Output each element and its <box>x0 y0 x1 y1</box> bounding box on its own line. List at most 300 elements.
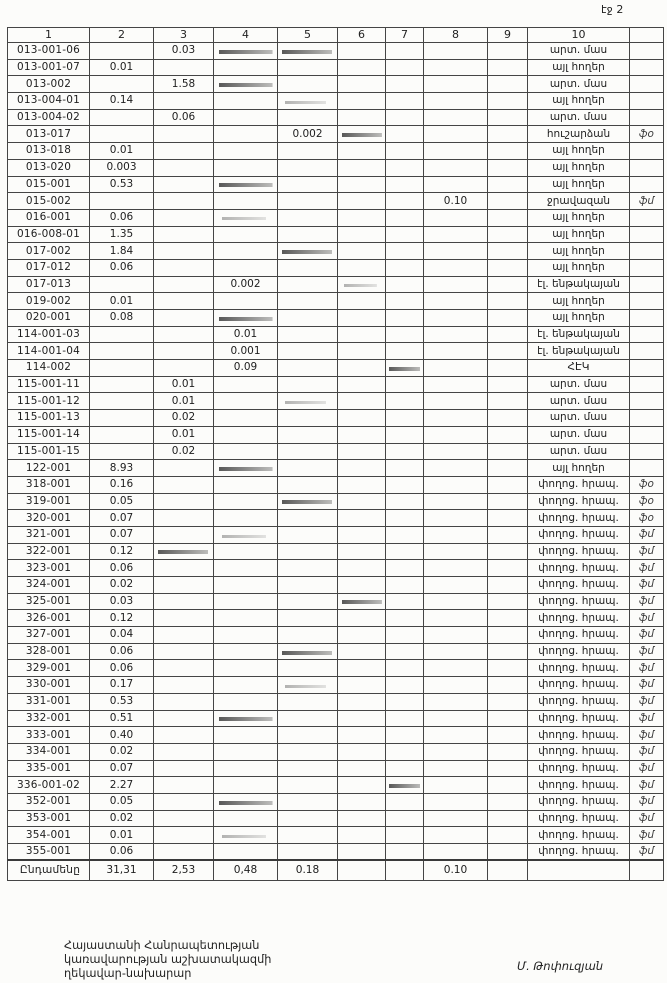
value-cell <box>338 193 386 210</box>
margin-space <box>630 28 664 43</box>
value-cell <box>424 226 488 243</box>
value-cell <box>278 610 338 627</box>
value-cell <box>488 143 528 160</box>
margin-annotation: ֆմ <box>630 710 664 727</box>
margin-annotation: ֆմ <box>630 593 664 610</box>
value-cell <box>214 460 278 477</box>
value-cell <box>338 276 386 293</box>
value-cell <box>278 209 338 226</box>
value-cell <box>338 777 386 794</box>
margin-annotation <box>630 176 664 193</box>
table-row <box>8 810 664 827</box>
value-cell <box>386 677 424 694</box>
value-cell <box>214 443 278 460</box>
parcel-code: 328-001 <box>8 643 90 660</box>
margin-annotation: ֆմ <box>630 577 664 594</box>
value-cell <box>278 827 338 844</box>
value-cell <box>214 543 278 560</box>
value-cell <box>424 259 488 276</box>
table-row <box>8 460 664 477</box>
table-row <box>8 76 664 93</box>
land-use-label: էլ. ենթակայան <box>528 326 630 343</box>
value-cell <box>424 710 488 727</box>
land-use-label: հուշարձան <box>528 126 630 143</box>
value-cell <box>386 226 424 243</box>
value-cell <box>278 43 338 60</box>
value-cell: 0.17 <box>90 677 154 694</box>
value-cell <box>424 426 488 443</box>
value-cell <box>278 743 338 760</box>
land-use-label: փողոց. հրապ. <box>528 610 630 627</box>
margin-annotation <box>630 76 664 93</box>
value-cell <box>338 660 386 677</box>
value-cell <box>386 293 424 310</box>
parcel-code: 115-001-12 <box>8 393 90 410</box>
table-row <box>8 393 664 410</box>
value-cell <box>154 727 214 744</box>
value-cell <box>154 627 214 644</box>
value-cell <box>154 760 214 777</box>
value-cell <box>90 126 154 143</box>
value-cell: 0.12 <box>90 543 154 560</box>
value-cell <box>338 393 386 410</box>
value-cell <box>278 543 338 560</box>
value-cell <box>424 560 488 577</box>
value-cell: 0.02 <box>90 810 154 827</box>
margin-annotation: ֆմ <box>630 810 664 827</box>
value-cell <box>214 810 278 827</box>
value-cell: 0.07 <box>90 510 154 527</box>
land-use-label: այլ հողեր <box>528 209 630 226</box>
value-cell <box>154 276 214 293</box>
value-cell <box>386 760 424 777</box>
table-row <box>8 43 664 60</box>
parcel-code: 321-001 <box>8 526 90 543</box>
value-cell <box>154 710 214 727</box>
value-cell: 1.58 <box>154 76 214 93</box>
parcel-code: 334-001 <box>8 743 90 760</box>
column-header: 8 <box>424 28 488 43</box>
parcel-code: 013-018 <box>8 143 90 160</box>
value-cell <box>338 310 386 327</box>
value-cell <box>278 159 338 176</box>
value-cell <box>154 543 214 560</box>
value-cell <box>386 710 424 727</box>
value-cell <box>488 93 528 110</box>
table-row <box>8 259 664 276</box>
value-cell <box>90 443 154 460</box>
table-row <box>8 93 664 110</box>
value-cell <box>488 43 528 60</box>
value-cell <box>278 293 338 310</box>
value-cell <box>214 310 278 327</box>
column-header: 7 <box>386 28 424 43</box>
value-cell <box>214 193 278 210</box>
value-cell <box>338 543 386 560</box>
value-cell <box>154 844 214 861</box>
value-cell <box>424 543 488 560</box>
value-cell <box>424 143 488 160</box>
value-cell: 0.06 <box>90 560 154 577</box>
land-use-label: այլ հողեր <box>528 143 630 160</box>
value-cell <box>278 76 338 93</box>
margin-annotation <box>630 360 664 377</box>
value-cell: 0.002 <box>278 126 338 143</box>
value-cell <box>424 476 488 493</box>
value-cell: 0.01 <box>154 426 214 443</box>
value-cell <box>386 276 424 293</box>
margin-annotation <box>630 860 664 880</box>
parcel-code: 115-001-11 <box>8 376 90 393</box>
table-row <box>8 510 664 527</box>
land-use-label: այլ հողեր <box>528 310 630 327</box>
value-cell <box>488 59 528 76</box>
value-cell: 0.07 <box>90 526 154 543</box>
value-cell <box>386 376 424 393</box>
table-row <box>8 59 664 76</box>
value-cell <box>488 476 528 493</box>
value-cell <box>90 76 154 93</box>
value-cell: 0.06 <box>90 844 154 861</box>
margin-annotation <box>630 243 664 260</box>
land-use-label: փողոց. հրապ. <box>528 627 630 644</box>
table-row <box>8 293 664 310</box>
table-row <box>8 243 664 260</box>
value-cell <box>424 59 488 76</box>
value-cell <box>278 276 338 293</box>
value-cell <box>424 827 488 844</box>
parcel-code: 324-001 <box>8 577 90 594</box>
value-cell <box>386 426 424 443</box>
value-cell <box>278 193 338 210</box>
land-use-label: փողոց. հրապ. <box>528 810 630 827</box>
value-cell <box>488 627 528 644</box>
parcel-code: 355-001 <box>8 844 90 861</box>
margin-annotation <box>630 326 664 343</box>
land-use-label: փողոց. հրապ. <box>528 727 630 744</box>
value-cell <box>338 727 386 744</box>
value-cell <box>424 743 488 760</box>
value-cell <box>338 810 386 827</box>
table-row <box>8 343 664 360</box>
value-cell <box>424 810 488 827</box>
value-cell: 2.27 <box>90 777 154 794</box>
value-cell <box>278 460 338 477</box>
value-cell <box>214 777 278 794</box>
value-cell <box>338 293 386 310</box>
table-row <box>8 226 664 243</box>
value-cell <box>214 727 278 744</box>
parcel-code: 354-001 <box>8 827 90 844</box>
value-cell <box>214 426 278 443</box>
margin-annotation: ֆմ <box>630 193 664 210</box>
value-cell <box>386 793 424 810</box>
value-cell <box>424 643 488 660</box>
value-cell <box>424 360 488 377</box>
margin-annotation <box>630 93 664 110</box>
value-cell <box>214 560 278 577</box>
value-cell: 0.04 <box>90 627 154 644</box>
total-value-cell <box>338 860 386 880</box>
margin-annotation: ֆմ <box>630 610 664 627</box>
margin-annotation: ֆմ <box>630 660 664 677</box>
value-cell <box>338 760 386 777</box>
value-cell: 8.93 <box>90 460 154 477</box>
page-number-label: էջ 2 <box>601 3 624 16</box>
parcel-code: 322-001 <box>8 543 90 560</box>
value-cell: 0.06 <box>90 643 154 660</box>
value-cell <box>424 159 488 176</box>
value-cell <box>386 209 424 226</box>
value-cell <box>424 276 488 293</box>
value-cell <box>154 476 214 493</box>
value-cell: 0.03 <box>154 43 214 60</box>
parcel-code: 013-002 <box>8 76 90 93</box>
margin-annotation: ֆմ <box>630 727 664 744</box>
value-cell <box>488 593 528 610</box>
value-cell <box>488 493 528 510</box>
column-header: 1 <box>8 28 90 43</box>
land-use-label: փողոց. հրապ. <box>528 844 630 861</box>
margin-annotation: ֆմ <box>630 793 664 810</box>
parcel-code: 114-002 <box>8 360 90 377</box>
value-cell <box>338 593 386 610</box>
value-cell <box>424 109 488 126</box>
value-cell <box>278 109 338 126</box>
table-row <box>8 777 664 794</box>
value-cell <box>278 510 338 527</box>
land-use-label: արտ. մաս <box>528 410 630 427</box>
margin-annotation: ֆմ <box>630 627 664 644</box>
value-cell: 0.02 <box>154 410 214 427</box>
value-cell <box>488 460 528 477</box>
value-cell <box>278 693 338 710</box>
parcel-code: 115-001-13 <box>8 410 90 427</box>
value-cell <box>488 360 528 377</box>
value-cell <box>386 743 424 760</box>
value-cell <box>338 793 386 810</box>
value-cell: 0.53 <box>90 693 154 710</box>
table-row <box>8 109 664 126</box>
land-use-label: փողոց. հրապ. <box>528 577 630 594</box>
value-cell <box>338 143 386 160</box>
parcel-code: 352-001 <box>8 793 90 810</box>
value-cell <box>386 610 424 627</box>
value-cell <box>424 526 488 543</box>
value-cell <box>424 493 488 510</box>
value-cell <box>488 743 528 760</box>
value-cell <box>424 660 488 677</box>
value-cell: 0.08 <box>90 310 154 327</box>
value-cell: 1.84 <box>90 243 154 260</box>
value-cell: 0.001 <box>214 343 278 360</box>
signatory-title-line: Հայաստանի Հանրապետության <box>64 939 260 952</box>
value-cell <box>278 727 338 744</box>
value-cell <box>154 593 214 610</box>
value-cell <box>386 543 424 560</box>
value-cell <box>488 760 528 777</box>
column-header: 9 <box>488 28 528 43</box>
table-row <box>8 844 664 861</box>
value-cell <box>386 326 424 343</box>
value-cell <box>338 410 386 427</box>
parcel-code: 329-001 <box>8 660 90 677</box>
table-row <box>8 159 664 176</box>
value-cell <box>214 643 278 660</box>
value-cell <box>386 243 424 260</box>
parcel-code: 013-004-02 <box>8 109 90 126</box>
value-cell <box>424 343 488 360</box>
value-cell: 0.06 <box>90 259 154 276</box>
land-use-label: փողոց. հրապ. <box>528 710 630 727</box>
land-use-label: արտ. մաս <box>528 443 630 460</box>
margin-annotation <box>630 276 664 293</box>
value-cell <box>278 677 338 694</box>
value-cell <box>214 476 278 493</box>
value-cell <box>214 627 278 644</box>
total-value-cell: 2,53 <box>154 860 214 880</box>
value-cell <box>488 343 528 360</box>
value-cell <box>488 526 528 543</box>
parcel-code: 015-002 <box>8 193 90 210</box>
value-cell: 0.01 <box>90 59 154 76</box>
value-cell <box>386 109 424 126</box>
table-row <box>8 193 664 210</box>
value-cell <box>90 343 154 360</box>
land-use-label: փողոց. հրապ. <box>528 660 630 677</box>
margin-annotation <box>630 393 664 410</box>
value-cell <box>214 143 278 160</box>
margin-annotation <box>630 59 664 76</box>
value-cell <box>154 660 214 677</box>
value-cell <box>278 343 338 360</box>
value-cell <box>154 259 214 276</box>
signatory-title-line: ղեկավար-նախարար <box>64 966 192 980</box>
column-header: 5 <box>278 28 338 43</box>
table-row <box>8 693 664 710</box>
value-cell: 0.06 <box>154 109 214 126</box>
value-cell <box>386 126 424 143</box>
total-value-cell: 0.10 <box>424 860 488 880</box>
land-use-label: փողոց. հրապ. <box>528 476 630 493</box>
value-cell <box>488 793 528 810</box>
parcel-code: 016-001 <box>8 209 90 226</box>
value-cell <box>278 410 338 427</box>
signatory-title-line: կառավարության աշխատակազմի <box>64 952 272 966</box>
parcel-code: 331-001 <box>8 693 90 710</box>
margin-annotation <box>630 109 664 126</box>
table-row <box>8 727 664 744</box>
column-header: 10 <box>528 28 630 43</box>
value-cell <box>424 844 488 861</box>
table-row <box>8 176 664 193</box>
value-cell <box>338 209 386 226</box>
value-cell <box>386 777 424 794</box>
value-cell <box>488 543 528 560</box>
value-cell <box>278 577 338 594</box>
value-cell <box>488 259 528 276</box>
value-cell <box>386 43 424 60</box>
value-cell <box>488 610 528 627</box>
parcel-code: 320-001 <box>8 510 90 527</box>
value-cell: 0.10 <box>424 193 488 210</box>
value-cell <box>488 677 528 694</box>
value-cell <box>154 510 214 527</box>
value-cell <box>424 393 488 410</box>
value-cell <box>338 243 386 260</box>
parcel-code: 326-001 <box>8 610 90 627</box>
value-cell <box>488 643 528 660</box>
land-use-label: փողոց. հրապ. <box>528 760 630 777</box>
value-cell <box>154 526 214 543</box>
column-header: 4 <box>214 28 278 43</box>
parcel-code: 019-002 <box>8 293 90 310</box>
land-parcel-table <box>7 27 664 881</box>
value-cell: 0.003 <box>90 159 154 176</box>
value-cell <box>278 643 338 660</box>
total-row <box>8 860 664 880</box>
value-cell <box>214 526 278 543</box>
value-cell: 0.12 <box>90 610 154 627</box>
table-row <box>8 577 664 594</box>
value-cell <box>214 660 278 677</box>
signatory-title <box>64 939 271 980</box>
value-cell <box>214 109 278 126</box>
value-cell <box>154 343 214 360</box>
value-cell <box>278 243 338 260</box>
value-cell <box>488 76 528 93</box>
value-cell <box>488 710 528 727</box>
value-cell <box>338 159 386 176</box>
value-cell <box>386 643 424 660</box>
value-cell <box>386 844 424 861</box>
value-cell <box>424 777 488 794</box>
parcel-code: 016-008-01 <box>8 226 90 243</box>
value-cell: 0.40 <box>90 727 154 744</box>
parcel-code: 122-001 <box>8 460 90 477</box>
value-cell <box>278 793 338 810</box>
margin-annotation <box>630 426 664 443</box>
margin-annotation: ֆմ <box>630 777 664 794</box>
value-cell: 0.01 <box>154 393 214 410</box>
value-cell <box>214 93 278 110</box>
value-cell <box>424 610 488 627</box>
value-cell <box>154 610 214 627</box>
value-cell <box>214 493 278 510</box>
value-cell <box>386 476 424 493</box>
table-row <box>8 827 664 844</box>
land-use-label: այլ հողեր <box>528 93 630 110</box>
value-cell <box>338 343 386 360</box>
margin-annotation: ֆօ <box>630 476 664 493</box>
value-cell <box>214 677 278 694</box>
land-use-label: փողոց. հրապ. <box>528 560 630 577</box>
value-cell <box>154 810 214 827</box>
parcel-code: 114-001-03 <box>8 326 90 343</box>
value-cell <box>214 76 278 93</box>
parcel-code: 013-001-06 <box>8 43 90 60</box>
table-row <box>8 476 664 493</box>
land-use-label: փողոց. հրապ. <box>528 793 630 810</box>
table-row <box>8 493 664 510</box>
value-cell <box>424 376 488 393</box>
value-cell <box>214 577 278 594</box>
value-cell <box>386 577 424 594</box>
value-cell <box>214 760 278 777</box>
value-cell <box>488 426 528 443</box>
value-cell <box>278 259 338 276</box>
table-row <box>8 593 664 610</box>
